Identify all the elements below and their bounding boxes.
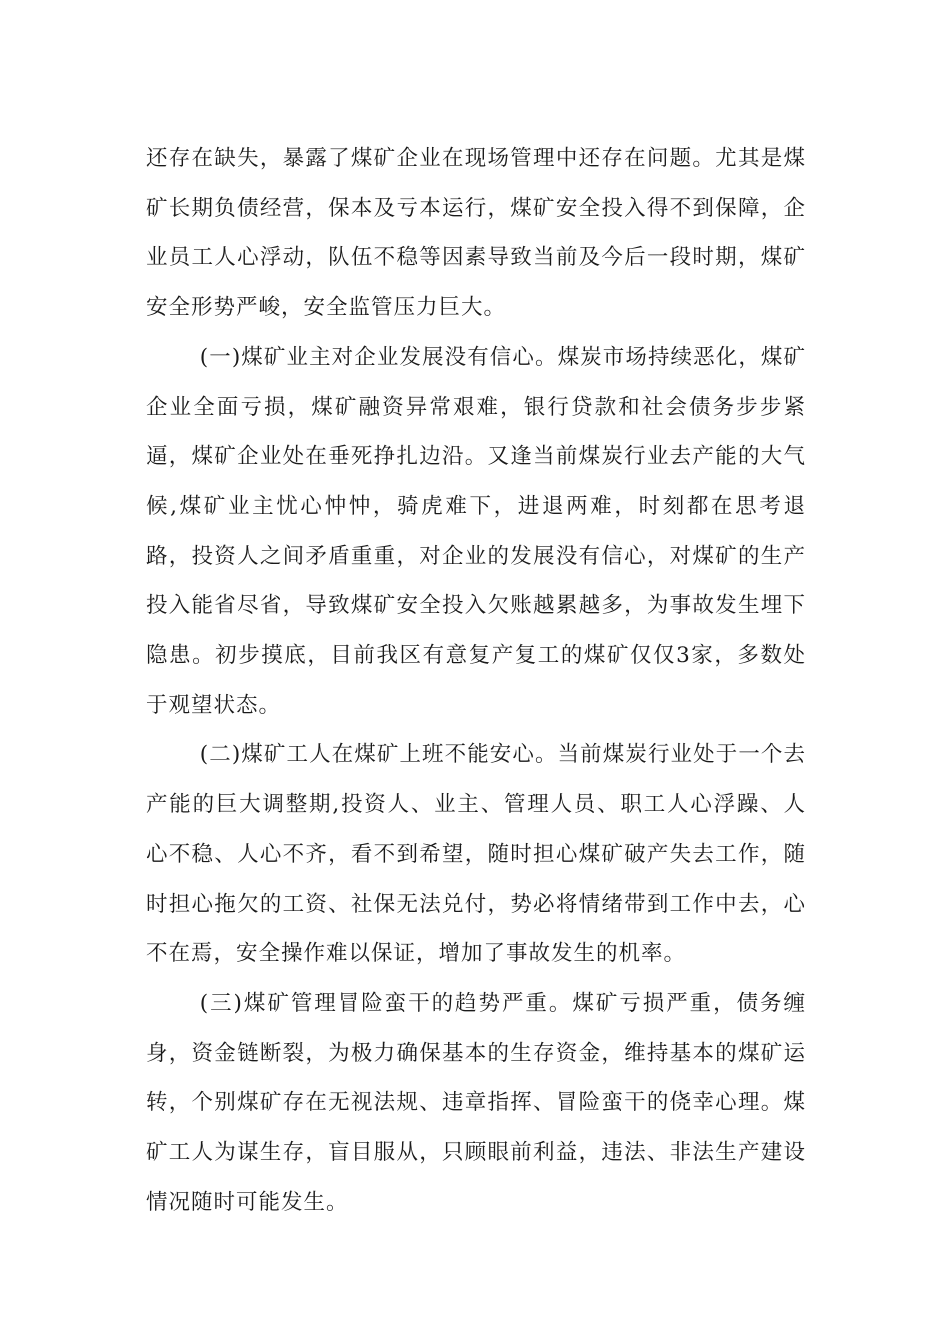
document-body	[146, 134, 806, 1227]
paragraph-section-2: (二)煤矿工人在煤矿上班不能安心。当前煤炭行业处于一个去产能的巨大调整期,投资人、业主、管理人员、职工人心浮躁、人心不稳、人心不齐，看不到希望，随时担心煤矿破产失去工作，随时担心拖欠的工资、社保无法兑付，势必将情绪带到工作中去，心不在焉，安全操作难以保证，增加了事故发生的机率。	[146, 742, 806, 967]
paragraph-continuation: 还存在缺失，暴露了煤矿企业在现场管理中还存在问题。尤其是煤矿长期负债经营，保本及亏本运行，煤矿安全投入得不到保障，企业员工人心浮动，队伍不稳等因素导致当前及今后一段时期，煤矿安全形势严峻，安全监管压力巨大。	[146, 146, 806, 321]
paragraph-section-1: (一)煤矿业主对企业发展没有信心。煤炭市场持续恶化，煤矿企业全面亏损，煤矿融资异常艰难，银行贷款和社会债务步步紧逼，煤矿企业处在垂死挣扎边沿。又逢当前煤炭行业去产能的大气候,煤矿业主忧心忡忡，骑虎难下，进退两难，时刻都在思考退路，投资人之间矛盾重重，对企业的发展没有信心，对煤矿的生产投入能省尽省，导致煤矿安全投入欠账越累越多，为事故发生埋下隐患。初步摸底，目前我区有意复产复工的煤矿仅仅3家，多数处于观望状态。	[146, 344, 806, 718]
paragraph-section-3: (三)煤矿管理冒险蛮干的趋势严重。煤矿亏损严重，债务缠身，资金链断裂，为极力确保基本的生存资金，维持基本的煤矿运转，个别煤矿存在无视法规、违章指挥、冒险蛮干的侥幸心理。煤矿工人为谋生存，盲目服从，只顾眼前利益，违法、非法生产建设情况随时可能发生。	[146, 990, 806, 1215]
